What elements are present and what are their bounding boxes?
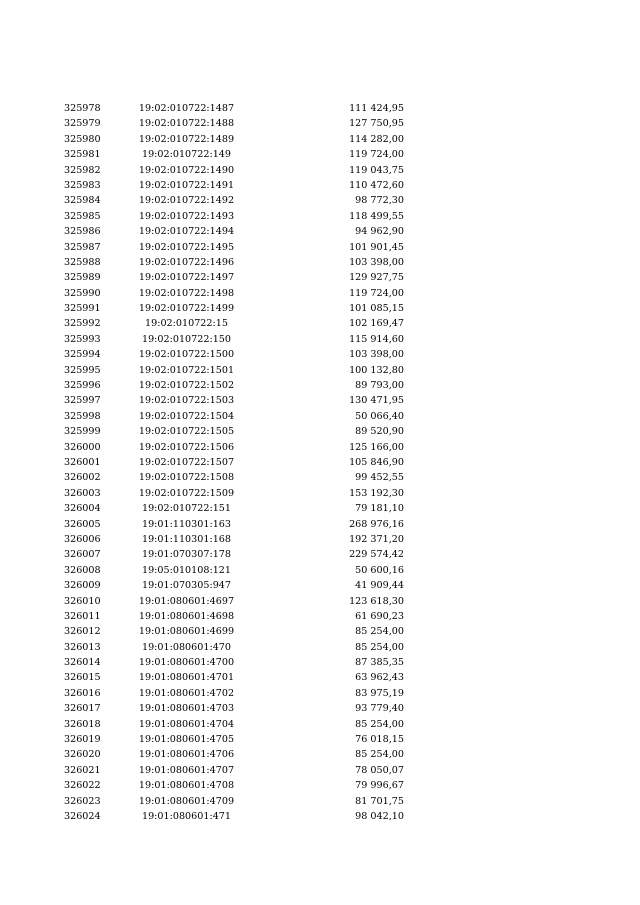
amount-value: 101 901,45 <box>349 241 404 253</box>
row-number: 326001 <box>64 456 101 468</box>
amount-value: 79 181,10 <box>355 503 404 515</box>
row-number: 326011 <box>64 610 101 622</box>
row-number: 326020 <box>64 749 101 761</box>
cadastral-number: 19:02:010722:151 <box>141 503 232 515</box>
cadastral-number: 19:01:070305:947 <box>141 580 232 592</box>
amount-value: 81 701,75 <box>355 795 404 807</box>
amount-value: 115 914,60 <box>349 333 404 345</box>
cadastral-number: 19:02:010722:1509 <box>138 487 235 499</box>
cadastral-number: 19:01:080601:4705 <box>138 734 235 746</box>
amount-value: 129 927,75 <box>349 272 404 284</box>
table-row <box>64 701 404 716</box>
table-row <box>64 470 404 485</box>
table-row <box>64 763 404 778</box>
amount-value: 101 085,15 <box>349 303 404 315</box>
row-number: 325999 <box>64 426 101 438</box>
table-row <box>64 301 404 316</box>
amount-value: 192 371,20 <box>349 533 404 545</box>
amount-value: 119 043,75 <box>349 164 404 176</box>
row-number: 325989 <box>64 272 101 284</box>
cadastral-number: 19:02:010722:1489 <box>138 133 235 145</box>
row-number: 325988 <box>64 256 101 268</box>
cadastral-number: 19:02:010722:1493 <box>138 210 235 222</box>
row-number: 326021 <box>64 764 101 776</box>
amount-value: 118 499,55 <box>349 210 404 222</box>
row-number: 326017 <box>64 703 101 715</box>
amount-value: 50 066,40 <box>355 410 404 422</box>
table-row <box>64 393 404 408</box>
cadastral-number: 19:01:080601:471 <box>141 810 232 822</box>
row-number: 326000 <box>64 441 101 453</box>
amount-value: 98 772,30 <box>355 195 404 207</box>
table-row <box>64 547 404 562</box>
row-number: 326006 <box>64 533 101 545</box>
row-number: 325981 <box>64 149 101 161</box>
amount-value: 41 909,44 <box>355 580 404 592</box>
cadastral-number: 19:02:010722:1494 <box>138 226 235 238</box>
row-number: 326022 <box>64 780 101 792</box>
amount-value: 100 132,80 <box>349 364 404 376</box>
cadastral-number: 19:02:010722:1497 <box>138 272 235 284</box>
amount-value: 76 018,15 <box>355 734 404 746</box>
cadastral-number: 19:02:010722:1498 <box>138 287 235 299</box>
table-row <box>64 147 404 162</box>
row-number: 326003 <box>64 487 101 499</box>
cadastral-number: 19:02:010722:15 <box>145 318 228 330</box>
amount-value: 153 192,30 <box>349 487 404 499</box>
table-row <box>64 809 404 824</box>
row-number: 325987 <box>64 241 101 253</box>
table-row <box>64 224 404 239</box>
cadastral-number: 19:02:010722:1490 <box>138 164 235 176</box>
table-row <box>64 624 404 639</box>
cadastral-number: 19:01:080601:4700 <box>138 657 235 669</box>
table-row <box>64 240 404 255</box>
cadastral-number: 19:02:010722:1508 <box>138 472 235 484</box>
cadastral-number: 19:02:010722:1491 <box>138 179 235 191</box>
table-row <box>64 594 404 609</box>
cadastral-number: 19:02:010722:1495 <box>138 241 235 253</box>
cadastral-number: 19:01:080601:470 <box>141 641 232 653</box>
row-number: 326015 <box>64 672 101 684</box>
row-number: 326024 <box>64 810 101 822</box>
amount-value: 87 385,35 <box>355 657 404 669</box>
cadastral-number: 19:01:080601:4707 <box>138 764 235 776</box>
amount-value: 119 724,00 <box>349 287 404 299</box>
amount-value: 125 166,00 <box>349 441 404 453</box>
table-row <box>64 101 404 116</box>
cadastral-number: 19:02:010722:150 <box>141 333 232 345</box>
amount-value: 114 282,00 <box>349 133 404 145</box>
table-row <box>64 132 404 147</box>
cadastral-number: 19:01:080601:4702 <box>138 687 235 699</box>
table-row <box>64 640 404 655</box>
amount-value: 102 169,47 <box>349 318 404 330</box>
row-number: 325980 <box>64 133 101 145</box>
table-row <box>64 347 404 362</box>
cadastral-number: 19:02:010722:1506 <box>138 441 235 453</box>
row-number: 326010 <box>64 595 101 607</box>
table-row <box>64 409 404 424</box>
row-number: 326008 <box>64 564 101 576</box>
cadastral-number: 19:01:110301:163 <box>141 518 232 530</box>
cadastral-number: 19:01:080601:4703 <box>138 703 235 715</box>
table-row <box>64 717 404 732</box>
amount-value: 130 471,95 <box>349 395 404 407</box>
row-number: 326018 <box>64 718 101 730</box>
amount-value: 63 962,43 <box>355 672 404 684</box>
amount-value: 110 472,60 <box>349 179 404 191</box>
amount-value: 85 254,00 <box>355 641 404 653</box>
row-number: 325992 <box>64 318 101 330</box>
amount-value: 85 254,00 <box>355 626 404 638</box>
table-row <box>64 732 404 747</box>
table-row <box>64 563 404 578</box>
table-row <box>64 178 404 193</box>
cadastral-number: 19:01:080601:4697 <box>138 595 235 607</box>
data-table <box>64 101 404 824</box>
table-row <box>64 332 404 347</box>
cadastral-number: 19:02:010722:1503 <box>138 395 235 407</box>
amount-value: 103 398,00 <box>349 256 404 268</box>
cadastral-number: 19:02:010722:1501 <box>138 364 235 376</box>
cadastral-number: 19:02:010722:1488 <box>138 118 235 130</box>
row-number: 325982 <box>64 164 101 176</box>
table-row <box>64 486 404 501</box>
amount-value: 127 750,95 <box>349 118 404 130</box>
table-row <box>64 655 404 670</box>
table-row <box>64 609 404 624</box>
row-number: 326002 <box>64 472 101 484</box>
row-number: 325995 <box>64 364 101 376</box>
amount-value: 98 042,10 <box>355 810 404 822</box>
table-row <box>64 286 404 301</box>
table-row <box>64 670 404 685</box>
table-row <box>64 255 404 270</box>
amount-value: 229 574,42 <box>349 549 404 561</box>
cadastral-number: 19:02:010722:1504 <box>138 410 235 422</box>
row-number: 326004 <box>64 503 101 515</box>
amount-value: 61 690,23 <box>355 610 404 622</box>
table-row <box>64 316 404 331</box>
amount-value: 93 779,40 <box>355 703 404 715</box>
table-row <box>64 116 404 131</box>
cadastral-number: 19:02:010722:1492 <box>138 195 235 207</box>
amount-value: 94 962,90 <box>355 226 404 238</box>
amount-value: 85 254,00 <box>355 718 404 730</box>
cadastral-number: 19:01:080601:4709 <box>138 795 235 807</box>
amount-value: 99 452,55 <box>355 472 404 484</box>
row-number: 325990 <box>64 287 101 299</box>
table-row <box>64 363 404 378</box>
table-row <box>64 163 404 178</box>
table-row <box>64 517 404 532</box>
cadastral-number: 19:05:010108:121 <box>141 564 232 576</box>
cadastral-number: 19:02:010722:1496 <box>138 256 235 268</box>
cadastral-number: 19:01:080601:4699 <box>138 626 235 638</box>
amount-value: 89 793,00 <box>355 380 404 392</box>
cadastral-number: 19:01:080601:4701 <box>138 672 235 684</box>
row-number: 325998 <box>64 410 101 422</box>
table-row <box>64 794 404 809</box>
table-row <box>64 778 404 793</box>
row-number: 326005 <box>64 518 101 530</box>
cadastral-number: 19:01:070307:178 <box>141 549 232 561</box>
row-number: 325996 <box>64 380 101 392</box>
amount-value: 105 846,90 <box>349 456 404 468</box>
row-number: 326014 <box>64 657 101 669</box>
cadastral-number: 19:02:010722:1500 <box>138 349 235 361</box>
cadastral-number: 19:01:080601:4708 <box>138 780 235 792</box>
table-row <box>64 270 404 285</box>
row-number: 326009 <box>64 580 101 592</box>
amount-value: 83 975,19 <box>355 687 404 699</box>
amount-value: 119 724,00 <box>349 149 404 161</box>
cadastral-number: 19:02:010722:1505 <box>138 426 235 438</box>
amount-value: 103 398,00 <box>349 349 404 361</box>
amount-value: 123 618,30 <box>349 595 404 607</box>
amount-value: 111 424,95 <box>349 103 404 114</box>
table-row <box>64 440 404 455</box>
row-number: 326012 <box>64 626 101 638</box>
row-number: 326016 <box>64 687 101 699</box>
row-number: 325986 <box>64 226 101 238</box>
cadastral-number: 19:01:080601:4704 <box>138 718 235 730</box>
amount-value: 268 976,16 <box>349 518 404 530</box>
table-row <box>64 686 404 701</box>
cadastral-number: 19:01:110301:168 <box>141 533 232 545</box>
table-row <box>64 747 404 762</box>
row-number: 325979 <box>64 118 101 130</box>
table-row <box>64 424 404 439</box>
table-row <box>64 455 404 470</box>
amount-value: 50 600,16 <box>355 564 404 576</box>
amount-value: 85 254,00 <box>355 749 404 761</box>
table-row <box>64 501 404 516</box>
table-row <box>64 378 404 393</box>
table-row <box>64 209 404 224</box>
row-number: 326013 <box>64 641 101 653</box>
amount-value: 79 996,67 <box>355 780 404 792</box>
row-number: 326023 <box>64 795 101 807</box>
row-number: 326007 <box>64 549 101 561</box>
row-number: 325991 <box>64 303 101 315</box>
amount-value: 89 520,90 <box>355 426 404 438</box>
table-row <box>64 532 404 547</box>
row-number: 325985 <box>64 210 101 222</box>
cadastral-number: 19:02:010722:1507 <box>138 456 235 468</box>
cadastral-number: 19:01:080601:4698 <box>138 610 235 622</box>
row-number: 325983 <box>64 179 101 191</box>
row-number: 325993 <box>64 333 101 345</box>
table-row <box>64 578 404 593</box>
row-number: 325978 <box>64 103 101 114</box>
row-number: 326019 <box>64 734 101 746</box>
cadastral-number: 19:02:010722:1502 <box>138 380 235 392</box>
row-number: 325984 <box>64 195 101 207</box>
cadastral-number: 19:01:080601:4706 <box>138 749 235 761</box>
cadastral-number: 19:02:010722:1487 <box>138 103 235 114</box>
row-number: 325997 <box>64 395 101 407</box>
amount-value: 78 050,07 <box>355 764 404 776</box>
cadastral-number: 19:02:010722:149 <box>141 149 232 161</box>
table-row <box>64 193 404 208</box>
row-number: 325994 <box>64 349 101 361</box>
cadastral-number: 19:02:010722:1499 <box>138 303 235 315</box>
